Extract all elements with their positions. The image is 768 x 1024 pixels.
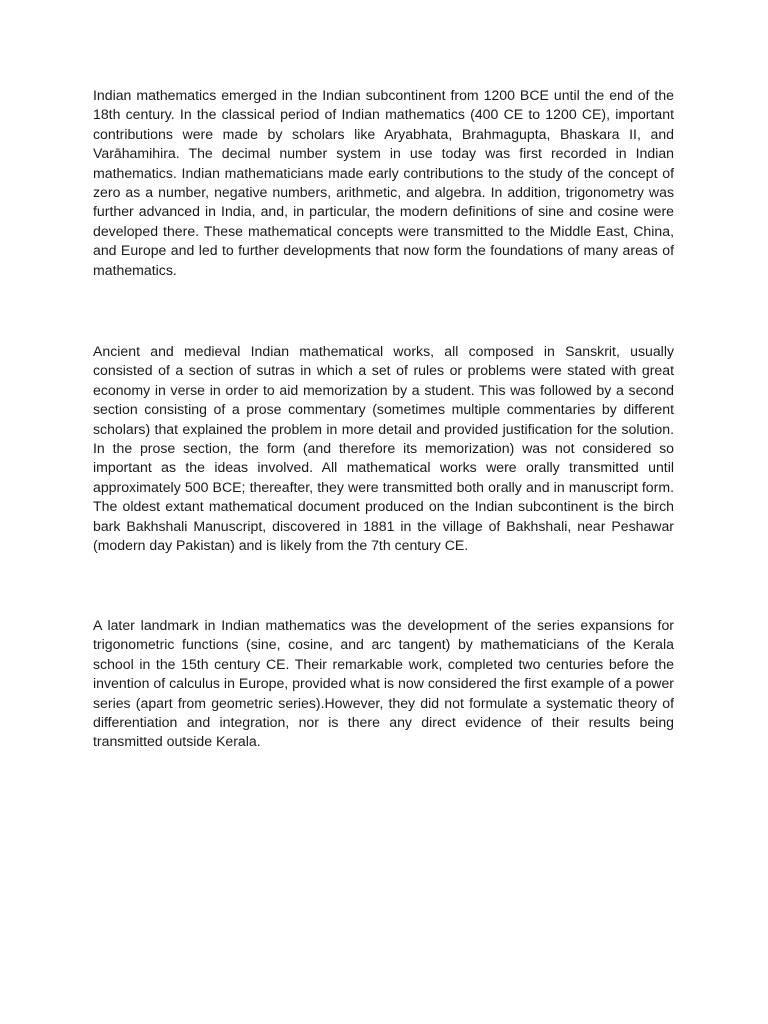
paragraph-indian-mathematics-intro: Indian mathematics emerged in the Indian subcontinent from 1200 BCE until the end of the 18th century. In the classical period of Indian mathematics (400 CE to 1200 CE), important contributions were made by scholars like Aryabhata, Brahmagupta, Bhaskara II, and Varāhamihira. The decimal number system in use today was first recorded in Indian mathematics. Indian mathematicians made early contributions to the study of the concept of zero as a number, negative numbers, arithmetic, and algebra. In addition, trigonometry was further advanced in India, and, in particular, the modern definitions of sine and cosine were developed there. These mathematical concepts were transmitted to the Middle East, China, and Europe and led to further developments that now form the foundations of many areas of mathematics. [93,87,674,278]
paragraph-kerala-school: A later landmark in Indian mathematics was the development of the series expansions for trigonometric functions (sine, cosine, and arc tangent) by mathematicians of the Kerala school in the 15th century CE. Their remarkable work, completed two centuries before the invention of calculus in Europe, provided what is now considered the first example of a power series (apart from geometric series).However, they did not formulate a systematic theory of differentiation and integration, nor is there any direct evidence of their results being transmitted outside Kerala. [93,617,674,750]
paragraph-ancient-medieval-works: Ancient and medieval Indian mathematical works, all composed in Sanskrit, usually consisted of a section of sutras in which a set of rules or problems were stated with great economy in verse in order to aid memorization by a student. This was followed by a second section consisting of a prose commentary (sometimes multiple commentaries by different scholars) that explained the problem in more detail and provided justification for the solution. In the prose section, the form (and therefore its memorization) was not considered so important as the ideas involved. All mathematical works were orally transmitted until approximately 500 BCE; thereafter, they were transmitted both orally and in manuscript form. The oldest extant mathematical document produced on the Indian subcontinent is the birch bark Bakhshali Manuscript, discovered in 1881 in the village of Bakhshali, near Peshawar (modern day Pakistan) and is likely from the 7th century CE. [93,343,674,554]
